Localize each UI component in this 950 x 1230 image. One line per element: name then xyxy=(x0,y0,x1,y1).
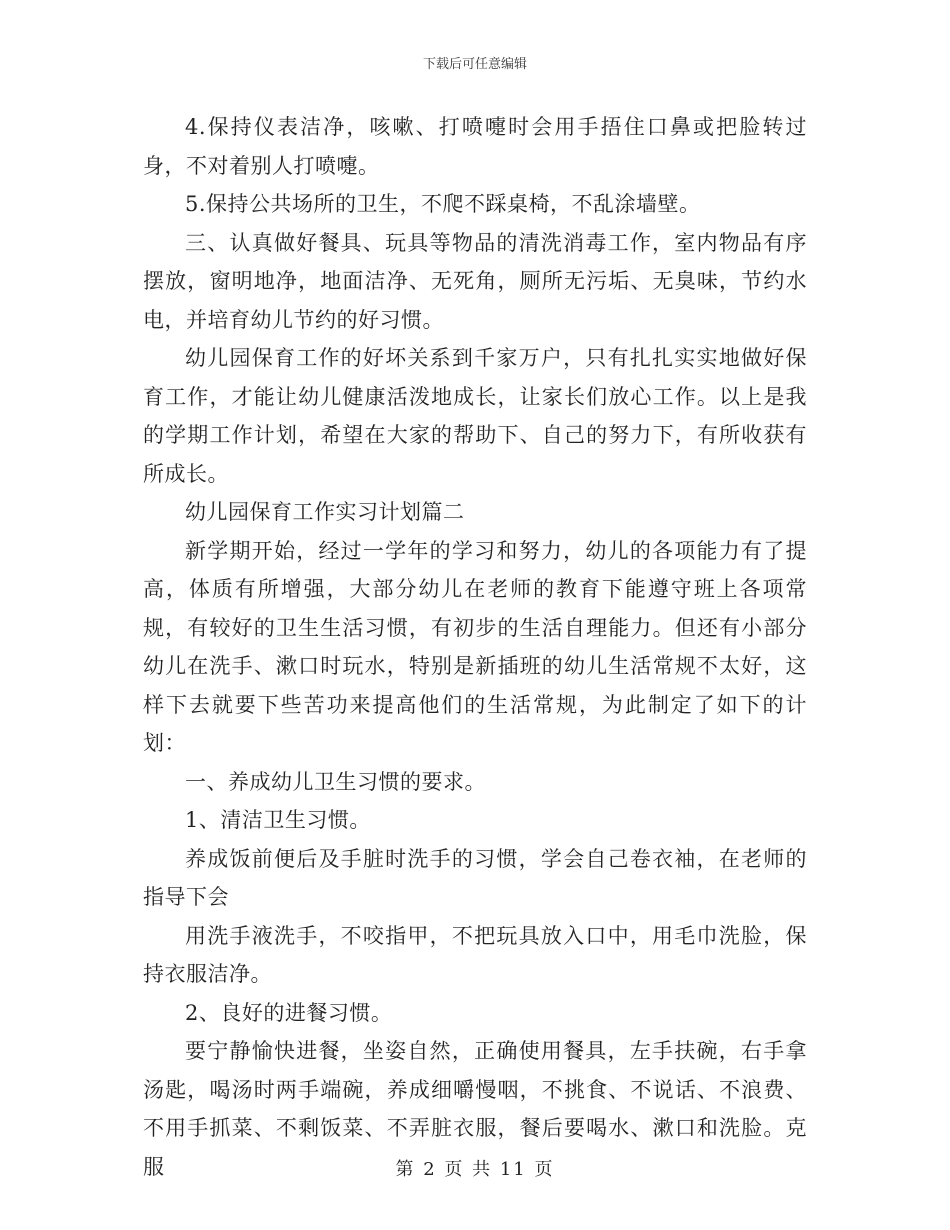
paragraph: 三、认真做好餐具、玩具等物品的清洗消毒工作，室内物品有序摆放，窗明地净，地面洁净、无死角，厕所无污垢、无臭味，节约水电，并培育幼儿节约的好习惯。 xyxy=(143,230,807,332)
paragraph: 4.保持仪表洁净，咳嗽、打喷嚏时会用手捂住口鼻或把脸转过身，不对着别人打喷嚏。 xyxy=(143,115,807,178)
page-number: 第 2 页 共 11 页 xyxy=(395,1159,555,1180)
section-heading: 幼儿园保育工作实习计划篇二 xyxy=(185,500,465,524)
paragraph: 5.保持公共场所的卫生，不爬不踩桌椅，不乱涂墙壁。 xyxy=(185,192,701,216)
page-header: 下载后可任意编辑 xyxy=(422,57,527,72)
paragraph: 新学期开始，经过一学年的学习和努力，幼儿的各项能力有了提高，体质有所增强，大部分幼儿在老师的教育下能遵守班上各项常规，有较好的卫生生活习惯，有初步的生活自理能力。但还有小部分幼儿在洗手、漱口时玩水，特别是新插班的幼儿生活常规不太好，这样下去就要下些苦功来提高他们的生活常规，为此制定了如下的计划： xyxy=(143,538,807,755)
document-body xyxy=(143,108,807,1186)
paragraph: 养成饭前便后及手脏时洗手的习惯，学会自己卷衣袖，在老师的指导下会 xyxy=(143,846,807,909)
paragraph: 用洗手液洗手，不咬指甲，不把玩具放入口中，用毛巾洗脸，保持衣服洁净。 xyxy=(143,923,807,986)
paragraph: 2、良好的进餐习惯。 xyxy=(185,1000,393,1025)
paragraph: 要宁静愉快进餐，坐姿自然，正确使用餐具，左手扶碗，右手拿汤匙，喝汤时两手端碗，养成细嚼慢咽，不挑食、不说话、不浪费、不用手抓菜、不剩饭菜、不弄脏衣服，餐后要喝水、漱口和洗脸。克服 xyxy=(143,1039,807,1179)
paragraph: 幼儿园保育工作的好坏关系到千家万户，只有扎扎实实地做好保育工作，才能让幼儿健康活泼地成长，让家长们放心工作。以上是我的学期工作计划，希望在大家的帮助下、自己的努力下，有所收获有所成长。 xyxy=(143,346,807,486)
paragraph: 一、养成幼儿卫生习惯的要求。 xyxy=(185,769,486,794)
paragraph: 1、清洁卫生习惯。 xyxy=(185,808,371,832)
